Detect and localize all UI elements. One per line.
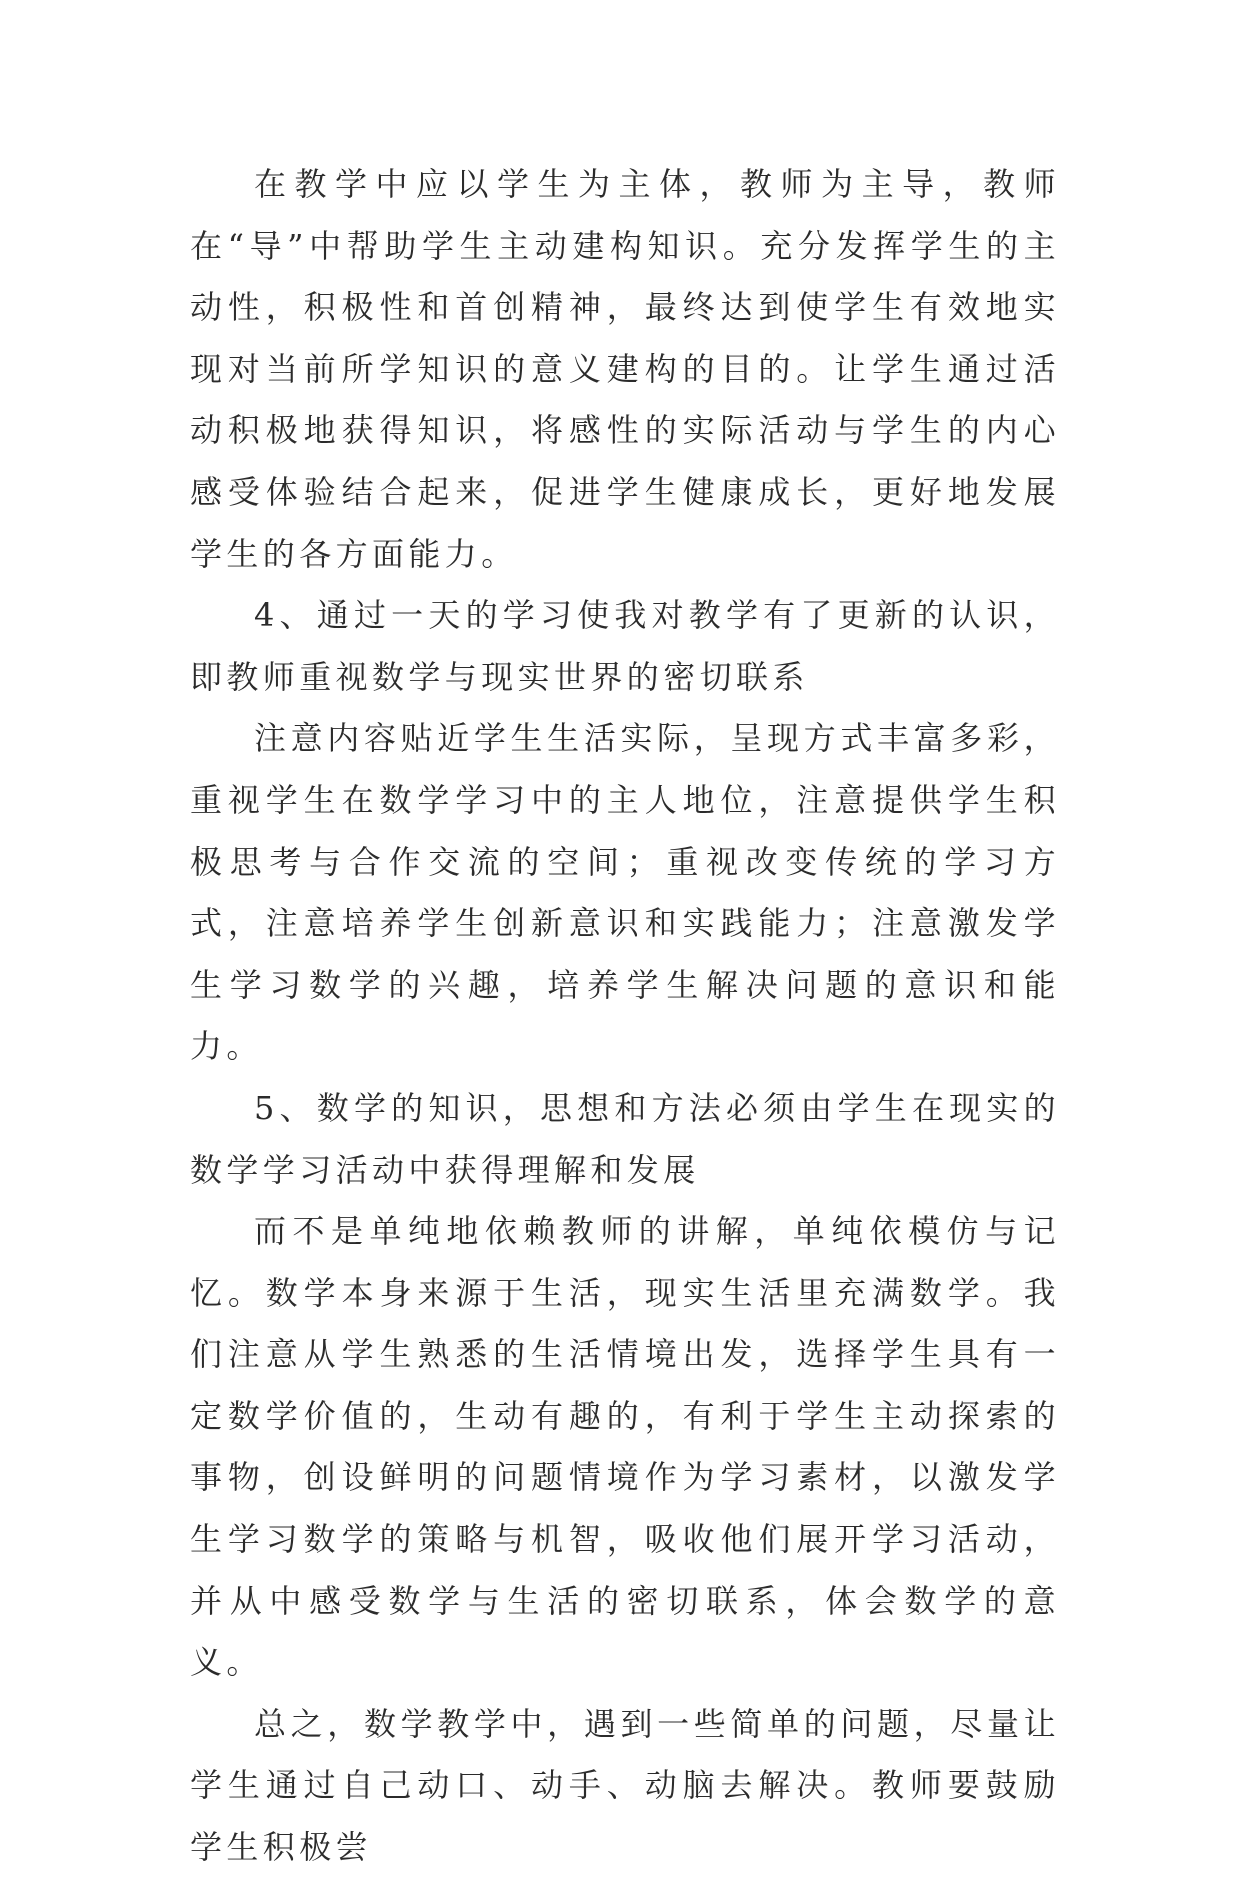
paragraph-math-from-life: 而不是单纯地依赖教师的讲解，单纯依模仿与记忆。数学本身来源于生活，现实生活里充满数学。我们注意从学生熟悉的生活情境出发，选择学生具有一定数学价值的，生动有趣的，有利于学生主动探索的事物，创设鲜明的问题情境作为学习素材，以激发学生学习数学的策略与机智，吸收他们展开学习活动，并从中感受数学与生活的密切联系，体会数学的意义。 [190, 1212, 1060, 1682]
paragraph-point-4-heading: 4、通过一天的学习使我对教学有了更新的认识，即教师重视数学与现实世界的密切联系 [190, 596, 1060, 696]
document-body [190, 154, 1060, 1879]
paragraph-content-near-life: 注意内容贴近学生生活实际，呈现方式丰富多彩，重视学生在数学学习中的主人地位，注意提供学生积极思考与合作交流的空间；重视改变传统的学习方式，注意培养学生创新意识和实践能力；注意激发学生学习数学的兴趣，培养学生解决问题的意识和能力。 [190, 719, 1060, 1066]
paragraph-student-centered: 在教学中应以学生为主体，教师为主导，教师在“导”中帮助学生主动建构知识。充分发挥学生的主动性，积极性和首创精神，最终达到使学生有效地实现对当前所学知识的意义建构的目的。让学生通过活动积极地获得知识，将感性的实际活动与学生的内心感受体验结合起来，促进学生健康成长，更好地发展学生的各方面能力。 [190, 165, 1060, 573]
paragraph-conclusion: 总之，数学教学中，遇到一些简单的问题，尽量让学生通过自己动口、动手、动脑去解决。教师要鼓励学生积极尝 [190, 1704, 1060, 1867]
paragraph-point-5-heading: 5、数学的知识，思想和方法必须由学生在现实的数学学习活动中获得理解和发展 [190, 1088, 1060, 1189]
